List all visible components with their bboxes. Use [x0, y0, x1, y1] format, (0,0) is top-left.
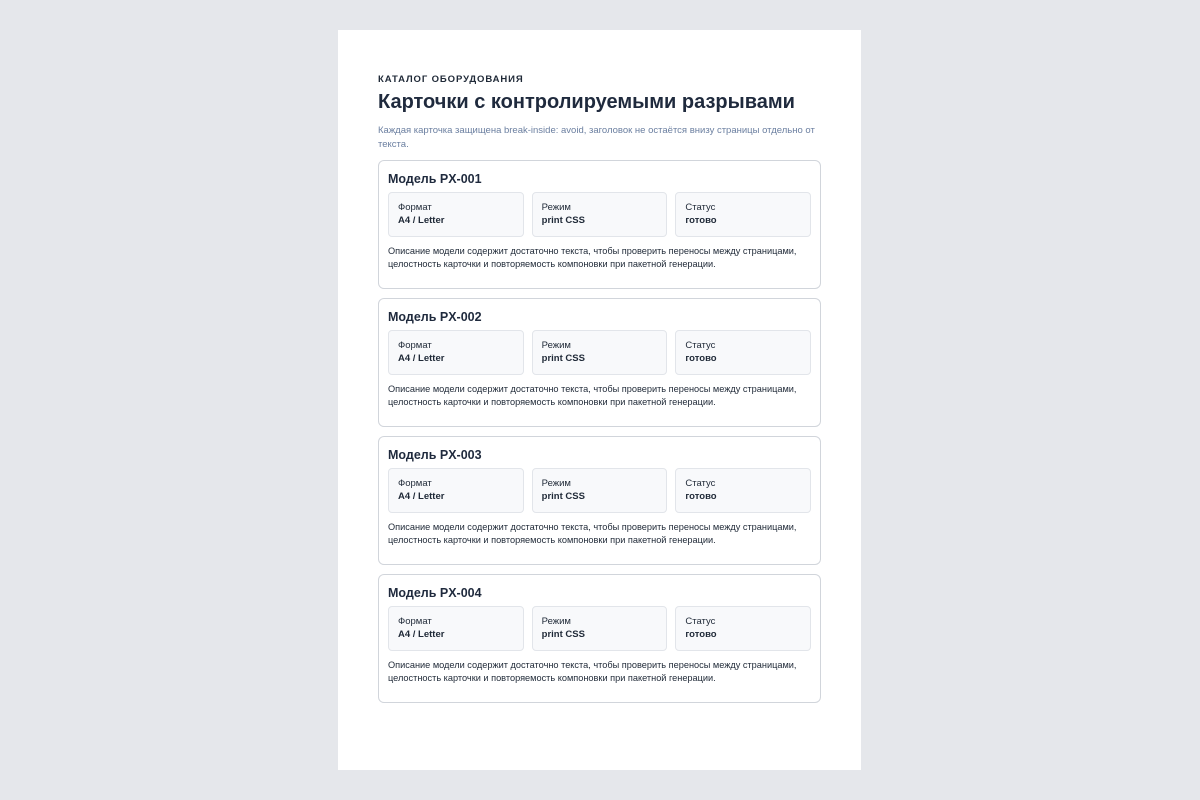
field-label: Режим — [541, 616, 571, 627]
card-description: Описание модели содержит достаточно текста, чтобы проверить переносы между страницами, целостность карточки и повторяемость компоновки при пакетной генерации. — [388, 522, 797, 545]
field-value: print CSS — [541, 353, 585, 364]
document-content — [378, 74, 821, 712]
card-fields — [388, 192, 811, 237]
card-description: Описание модели содержит достаточно текста, чтобы проверить переносы между страницами, целостность карточки и повторяемость компоновки при пакетной генерации. — [388, 246, 797, 269]
field-label: Статус — [685, 340, 716, 351]
card-list — [378, 160, 821, 703]
format-field — [388, 330, 524, 375]
card-description: Описание модели содержит достаточно текста, чтобы проверить переносы между страницами, целостность карточки и повторяемость компоновки при пакетной генерации. — [388, 384, 797, 407]
mode-field — [532, 330, 668, 375]
card-fields — [388, 468, 811, 513]
field-label: Формат — [398, 616, 432, 627]
field-value: готово — [685, 353, 717, 364]
field-value: print CSS — [541, 629, 585, 640]
card-title: Модель PX-002 — [388, 310, 482, 324]
status-field — [675, 468, 811, 513]
status-field — [675, 606, 811, 651]
card-fields — [388, 330, 811, 375]
card-title: Модель PX-001 — [388, 172, 482, 186]
model-card — [378, 160, 821, 289]
field-value: A4 / Letter — [398, 215, 445, 226]
model-card — [378, 298, 821, 427]
format-field — [388, 606, 524, 651]
document-page — [338, 30, 861, 770]
field-value: A4 / Letter — [398, 491, 445, 502]
page-subtitle: Каждая карточка защищена break-inside: avoid, заголовок не остаётся внизу страницы отдельно от текста. — [378, 125, 815, 150]
field-value: готово — [685, 629, 717, 640]
mode-field — [532, 606, 668, 651]
field-value: print CSS — [541, 215, 585, 226]
field-label: Статус — [685, 616, 716, 627]
field-label: Формат — [398, 478, 432, 489]
card-fields — [388, 606, 811, 651]
field-label: Режим — [541, 340, 571, 351]
field-label: Режим — [541, 478, 571, 489]
model-card — [378, 574, 821, 703]
field-value: A4 / Letter — [398, 353, 445, 364]
card-title: Модель PX-003 — [388, 448, 482, 462]
format-field — [388, 468, 524, 513]
field-value: готово — [685, 491, 717, 502]
field-label: Формат — [398, 202, 432, 213]
field-label: Формат — [398, 340, 432, 351]
field-value: A4 / Letter — [398, 629, 445, 640]
format-field — [388, 192, 524, 237]
field-value: print CSS — [541, 491, 585, 502]
card-title: Модель PX-004 — [388, 586, 482, 600]
field-value: готово — [685, 215, 717, 226]
catalog-eyebrow: КАТАЛОГ ОБОРУДОВАНИЯ — [378, 74, 524, 85]
status-field — [675, 192, 811, 237]
mode-field — [532, 192, 668, 237]
field-label: Статус — [685, 202, 716, 213]
field-label: Режим — [541, 202, 571, 213]
model-card — [378, 436, 821, 565]
field-label: Статус — [685, 478, 716, 489]
card-description: Описание модели содержит достаточно текста, чтобы проверить переносы между страницами, целостность карточки и повторяемость компоновки при пакетной генерации. — [388, 660, 797, 683]
mode-field — [532, 468, 668, 513]
status-field — [675, 330, 811, 375]
page-title: Карточки с контролируемыми разрывами — [378, 91, 795, 113]
